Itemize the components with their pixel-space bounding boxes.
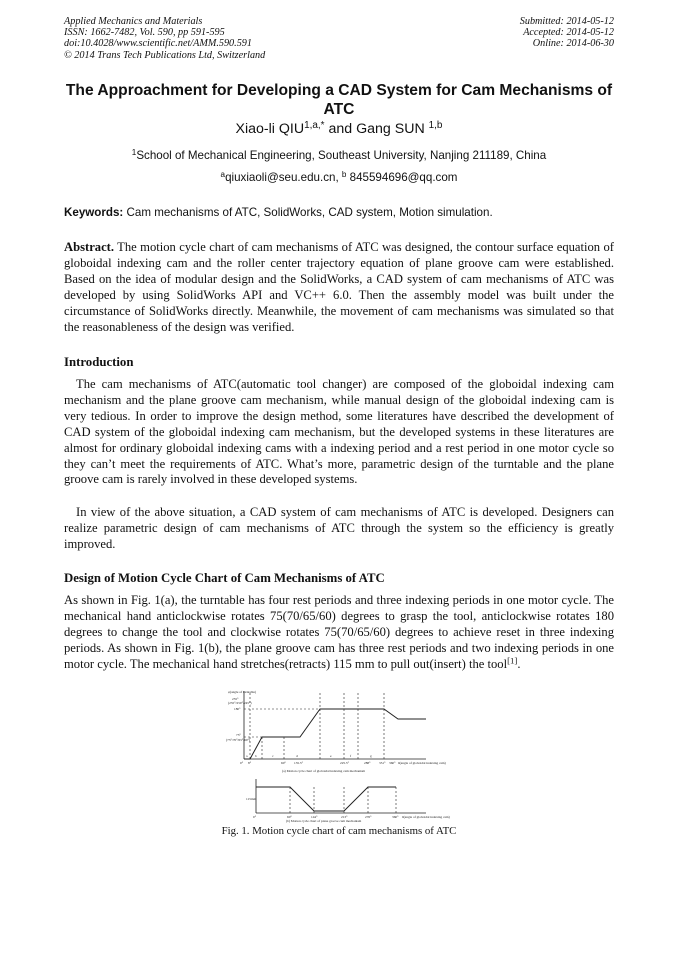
chart-b-xtick-60: 60°: [287, 815, 292, 819]
chart-a-period-f: f: [350, 754, 352, 758]
chart-b-xtick-276: 276°: [365, 815, 372, 819]
motion-cycle-figure: [226, 687, 456, 823]
design-end: .: [517, 656, 521, 671]
design-text: As shown in Fig. 1(a), the turntable has four rest periods and three indexing periods in one motor cycle. The mechanical hand anticlockwise rotates 75(70/65/60) degrees to grasp the tool, anticlockwise rotates 180 degrees to change the tool and clockwise rotates 75(70/65/60) degrees to achieve reset in three indexing periods. As shown in Fig. 1(b), the plane groove cam has three rest periods and two indexing periods in one motor cycle. The mechanical hand stretches(retracts) 115 mm to pull out(insert) the tool: [64, 593, 614, 671]
chart-a-xtick-0: 0°: [240, 761, 244, 765]
chart-b: [256, 779, 426, 813]
chart-a-xtick-351: 351°: [379, 761, 386, 765]
chart-a-xtick-60: 60°: [281, 761, 286, 765]
chart-a-period-b: b: [255, 754, 257, 758]
copyright-line: © 2014 Trans Tech Publications Ltd, Switzerland: [64, 49, 266, 61]
doi-line: doi:10.4028/www.scientific.net/AMM.590.591: [64, 38, 252, 50]
author-1-affil: 1,a,*: [304, 120, 325, 132]
chart-a-period-e: e: [330, 754, 332, 758]
chart-a-period-d: d: [296, 754, 298, 758]
online-date: Online: 2014-06-30: [532, 38, 614, 50]
chart-a-subcaption: (a) Motion cycle chart of globoidal indexing cam mechanism: [282, 769, 366, 773]
chart-a-ytick-255alt: (255°/250°/245°): [228, 701, 252, 705]
chart-a-ytick-75: 75°: [236, 733, 241, 737]
citation-ref: [1]: [507, 655, 518, 666]
chart-a-xtick-225: 225.5°: [340, 761, 349, 765]
chart-a-x-label: θ(angle of globoidal indexing cam): [398, 761, 446, 765]
introduction-heading: Introduction: [64, 355, 134, 369]
chart-a-xtick-360: 360°: [389, 761, 396, 765]
abstract-label: Abstract.: [64, 240, 115, 254]
author-2: Gang SUN: [356, 121, 429, 137]
accepted-date: Accepted: 2014-05-12: [523, 27, 614, 39]
chart-a-period-a: a: [246, 754, 248, 758]
chart-a-period-c: c: [272, 754, 274, 758]
chart-b-y-label: 115mm: [246, 797, 257, 801]
chart-b-xtick-0: 0°: [253, 815, 257, 819]
chart-b-dashes: [290, 785, 396, 813]
email-b: 845594696@qq.com: [346, 171, 458, 184]
chart-a-ytick-75alt: (75°/70°/65°/60°): [226, 738, 251, 742]
submitted-date: Submitted: 2014-05-12: [519, 16, 614, 27]
chart-a: [244, 691, 426, 759]
abstract-text: The motion cycle chart of cam mechanisms of ATC was designed, the contour surface equation of globoidal indexing cam and the roller center trajectory equation of plane groove cam were established. Based on the idea of modular design and the SolidWorks, a CAD system of cam mechanisms of ATC was developed by using SolidWorks API and VC++ 6.0. Then the assembly model was built under the circumstance of SolidWorks directly. Meanwhile, the movement of cam mechanisms was simulated so that the reasonableness of the design was verified.: [64, 240, 614, 334]
email-b-marker: b: [341, 169, 347, 179]
authors: [64, 121, 614, 137]
chart-b-labels: [246, 797, 450, 823]
chart-a-xtick-135: 135.5°: [294, 761, 303, 765]
chart-b-xtick-213: 213°: [341, 815, 348, 819]
chart-b-xtick-144: 144°: [311, 815, 318, 819]
author-2-affil: 1,b: [428, 120, 443, 132]
affiliation: [64, 149, 614, 162]
author-1: Xiao-li QIU: [235, 121, 305, 137]
chart-a-y-label: φ(angle of turntable): [228, 690, 257, 694]
affiliation-marker: 1: [131, 147, 137, 157]
paper-title: The Approachment for Developing a CAD System for Cam Mechanisms of ATC: [65, 82, 613, 118]
design-paragraph: [64, 593, 614, 673]
chart-a-curve: [244, 709, 426, 759]
dates-header: [520, 16, 614, 50]
keywords-label: Keywords:: [64, 206, 124, 219]
chart-b-subcaption: (b) Motion cycle chart of plane groove cam mechanism: [286, 819, 362, 823]
affiliation-text: School of Mechanical Engineering, Southeast University, Nanjing 211189, China: [136, 149, 547, 162]
chart-a-xtick-8: 8°: [248, 761, 252, 765]
chart-a-labels: [226, 690, 446, 773]
chart-a-period-g: g: [370, 754, 372, 758]
issn-line: ISSN: 1662-7482, Vol. 590, pp 591-595: [64, 27, 225, 39]
chart-a-dashes: [244, 693, 384, 759]
figure-caption: Fig. 1. Motion cycle chart of cam mechanisms of ATC: [221, 825, 457, 837]
introduction-paragraph-2: In view of the above situation, a CAD system of cam mechanisms of ATC is developed. Designers can realize parametric design of cam mechanisms of ATC through the system so the efficiency is greatly improved.: [64, 505, 614, 551]
keywords-text: Cam mechanisms of ATC, SolidWorks, CAD system, Motion simulation.: [123, 206, 493, 219]
chart-b-x-label: θ(angle of globoidal indexing cam): [402, 815, 450, 819]
journal-header: [64, 16, 265, 61]
chart-a-ytick-255: 255°: [232, 697, 239, 701]
email-a: qiuxiaoli@seu.edu.cn,: [225, 171, 342, 184]
chart-a-xtick-288: 288°: [364, 761, 371, 765]
chart-a-ytick-180: 180°: [234, 707, 241, 711]
abstract: [64, 240, 614, 335]
author-emails: [64, 171, 614, 184]
email-a-marker: a: [220, 169, 226, 179]
design-heading: Design of Motion Cycle Chart of Cam Mechanisms of ATC: [64, 571, 385, 585]
keywords: [64, 206, 614, 219]
journal-name: Applied Mechanics and Materials: [64, 16, 203, 27]
chart-b-curve: [256, 787, 396, 811]
chart-b-xtick-360: 360°: [392, 815, 399, 819]
authors-and: and: [324, 121, 357, 137]
introduction-paragraph-1: The cam mechanisms of ATC(automatic tool changer) are composed of the globoidal indexing cam mechanism and the plane groove cam mechanism, while manual design of the globoidal indexing cam is very tedious. In order to improve the design method, some literatures have described the development of CAD system of the globoidal indexing cam mechanism, but the developed systems in these literatures are almost for ordinary globoidal indexing cams with a indexing period and a rest period in one motor cycle so they can’t meet the requirements of ATC. What’s more, parametric design of the turntable and the plane groove cam is rarely involved in these developed systems.: [64, 377, 614, 487]
